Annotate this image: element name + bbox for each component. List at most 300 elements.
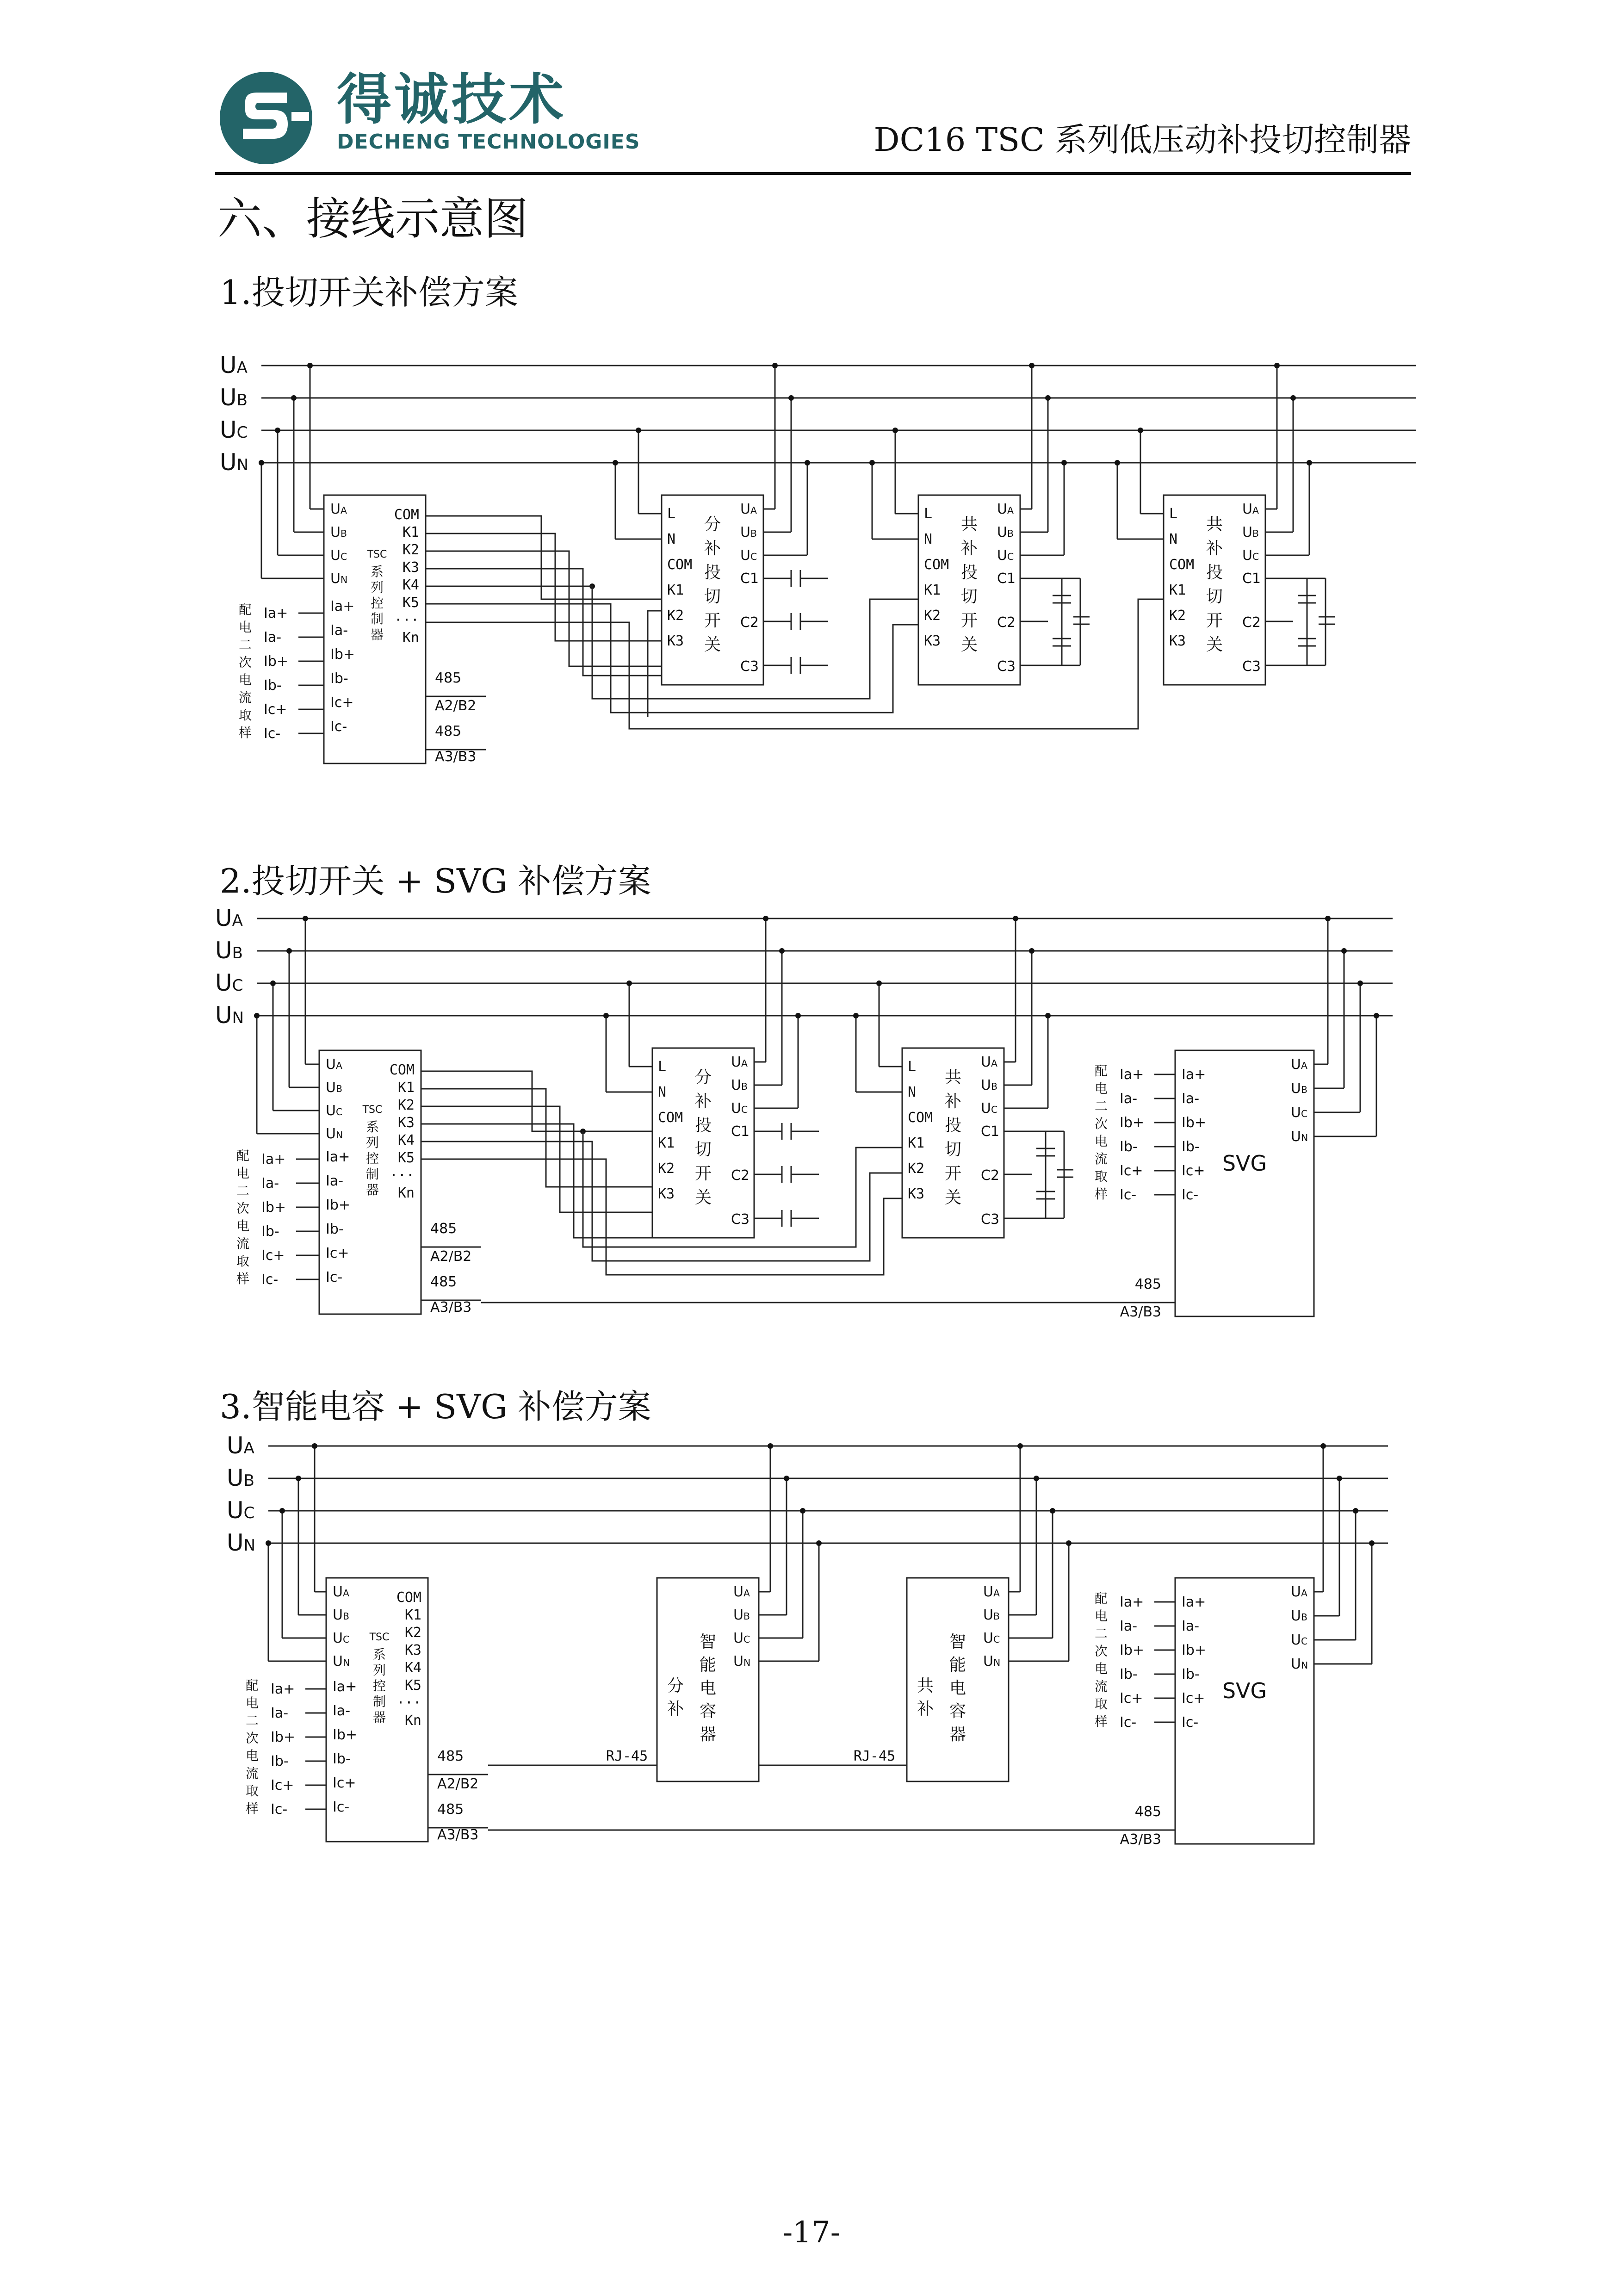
- ct-sample-5: Ic-: [1120, 1187, 1137, 1203]
- junction-dot: [853, 1013, 859, 1018]
- ct-sampling-vertical-label: 电: [236, 1166, 250, 1181]
- split-switch-label: 补: [694, 1092, 712, 1111]
- smart-cap-input-un: UN: [983, 1653, 1001, 1669]
- junction-dot: [869, 460, 875, 465]
- switch-term-l: L: [667, 506, 676, 522]
- controller-output-2: K2: [404, 1625, 421, 1641]
- junction-dot: [1341, 948, 1347, 954]
- svg-ct-input-0: Ia+: [1182, 1594, 1206, 1610]
- controller-output-3: K3: [397, 1115, 415, 1131]
- svg-ct-input-4: Ic+: [1182, 1163, 1205, 1179]
- smart-cap-name-label: 能: [699, 1656, 717, 1675]
- junction-dot: [312, 1443, 317, 1449]
- controller-input-ua: UA: [330, 501, 347, 517]
- switch-term-com: COM: [667, 557, 693, 573]
- switch-term-com: COM: [1169, 557, 1195, 573]
- split-switch-label: 补: [704, 539, 721, 558]
- controller-model-text: 制: [365, 1167, 379, 1182]
- switch-term-k1: K1: [658, 1135, 675, 1151]
- switch-term-l: L: [908, 1059, 917, 1075]
- svg-ct-input-5: Ic-: [1182, 1714, 1199, 1731]
- controller-output-5: K5: [402, 595, 419, 611]
- junction-dot: [763, 916, 768, 921]
- ct-sampling-vertical-label: 电: [1094, 1081, 1108, 1096]
- ct-sample-0: Ia+: [1120, 1594, 1144, 1610]
- ct-sample-1: Ia-: [1120, 1618, 1138, 1634]
- junction-dot: [1017, 1443, 1023, 1449]
- svg-ct-input-1: Ia-: [1182, 1091, 1200, 1107]
- junction-dot: [1290, 395, 1296, 401]
- junction-dot: [784, 1476, 789, 1481]
- controller-output-7: Kn: [402, 630, 419, 646]
- switch-input-uc: UC: [981, 1100, 998, 1117]
- switch-term-k2: K2: [667, 608, 684, 624]
- controller-input-un: UN: [326, 1126, 343, 1142]
- port-485-label: 485: [435, 670, 462, 686]
- port-485-label: 485: [435, 723, 462, 739]
- cap-term-c1: C1: [997, 571, 1016, 587]
- diagram-1-title: 1.投切开关补偿方案: [220, 273, 518, 312]
- cap-term-c1: C1: [731, 1123, 750, 1140]
- controller-input-un: UN: [333, 1653, 350, 1669]
- junction-dot: [805, 460, 810, 465]
- common-switch-label: 关: [1206, 635, 1223, 654]
- junction-dot: [1307, 460, 1312, 465]
- junction-dot: [1066, 1540, 1072, 1546]
- cap-term-c3: C3: [997, 658, 1016, 675]
- common-switch-label: 补: [960, 539, 978, 558]
- switch-term-k3: K3: [908, 1186, 925, 1202]
- junction-dot: [1374, 1013, 1379, 1018]
- controller-input-ub: UB: [333, 1607, 349, 1623]
- controller-output-1: K1: [404, 1607, 421, 1623]
- junction-dot: [1034, 1476, 1039, 1481]
- brand-name-cn: 得诚技术: [337, 68, 567, 131]
- split-switch-label: 关: [704, 635, 721, 654]
- svg-label: SVG: [1222, 1678, 1267, 1703]
- ct-sampling-vertical-label: 电: [236, 1218, 250, 1234]
- junction-dot: [636, 428, 641, 433]
- brand-name-en: DECHENG TECHNOLOGIES: [337, 130, 640, 154]
- cap-term-c1: C1: [1242, 571, 1261, 587]
- wire: [648, 611, 662, 717]
- svg-port-a3b3-label: A3/B3: [1120, 1831, 1161, 1848]
- controller-output-4: K4: [404, 1660, 421, 1676]
- controller-ct-input-5: Ic-: [330, 719, 347, 735]
- ct-sample-0: Ia+: [261, 1151, 286, 1167]
- smart-cap-name-label: 智: [699, 1632, 717, 1651]
- junction-dot: [1029, 363, 1035, 368]
- svg-input-uc: UC: [1291, 1632, 1308, 1648]
- switch-term-l: L: [1169, 506, 1178, 522]
- controller-model-text: 器: [370, 627, 384, 642]
- ct-sampling-vertical-label: 二: [1094, 1626, 1108, 1641]
- svg-ct-input-3: Ib-: [1182, 1666, 1200, 1682]
- cap-term-c2: C2: [1242, 614, 1261, 631]
- common-switch-label: 开: [960, 611, 978, 630]
- switch-term-n: N: [924, 531, 933, 547]
- controller-output-7: Kn: [404, 1713, 421, 1729]
- bus-label-b: UB: [215, 937, 243, 964]
- switch-input-ua: UA: [1242, 501, 1259, 517]
- svg-ct-input-2: Ib+: [1182, 1115, 1207, 1131]
- section-title: 六、接线示意图: [217, 193, 528, 245]
- junction-dot: [626, 980, 632, 986]
- common-switch-label: 切: [1206, 587, 1223, 606]
- switch-term-k3: K3: [658, 1186, 675, 1202]
- controller-output-4: K4: [402, 577, 419, 593]
- rj45-label-1: RJ-45: [606, 1748, 648, 1764]
- controller-tsc-label: TSC: [362, 1104, 383, 1116]
- ct-sampling-vertical-label: 二: [245, 1713, 259, 1728]
- junction-dot: [291, 395, 297, 401]
- cap-term-c2: C2: [740, 614, 759, 631]
- controller-ct-input-1: Ia-: [333, 1703, 351, 1719]
- controller-ct-input-3: Ib-: [333, 1751, 351, 1767]
- common-switch-label: 开: [1206, 611, 1223, 630]
- split-switch-label: 开: [704, 611, 721, 630]
- cap-term-c2: C2: [997, 614, 1016, 631]
- ct-sampling-vertical-label: 二: [1094, 1098, 1108, 1114]
- controller-model-text: 系: [370, 564, 384, 579]
- junction-dot: [892, 428, 898, 433]
- controller-output-6: ···: [396, 1695, 421, 1711]
- smart-cap-input-uc: UC: [733, 1630, 750, 1646]
- svg-ct-input-4: Ic+: [1182, 1690, 1205, 1706]
- switch-term-com: COM: [908, 1110, 933, 1126]
- switch-term-k3: K3: [924, 633, 941, 649]
- controller-input-ua: UA: [326, 1056, 342, 1073]
- junction-dot: [1045, 395, 1051, 401]
- ct-sampling-vertical-label: 取: [1094, 1169, 1108, 1184]
- svg-ct-input-1: Ia-: [1182, 1618, 1200, 1634]
- switch-term-com: COM: [924, 557, 949, 573]
- cap-term-c1: C1: [740, 571, 759, 587]
- switch-term-k2: K2: [908, 1160, 925, 1177]
- diagram-2-title: 2.投切开关 + SVG 补偿方案: [220, 862, 651, 900]
- common-switch-label: 投: [944, 1116, 962, 1135]
- junction-dot: [779, 948, 785, 954]
- junction-dot: [876, 980, 882, 986]
- smart-cap-name-label: 电: [949, 1679, 966, 1698]
- smart-cap-input-ub: UB: [983, 1607, 1000, 1623]
- switch-term-k2: K2: [658, 1160, 675, 1177]
- controller-output-3: K3: [402, 559, 419, 576]
- controller-output-1: K1: [402, 524, 419, 540]
- controller-model-text: 器: [365, 1182, 379, 1198]
- ct-sampling-vertical-label: 配: [1094, 1063, 1108, 1079]
- svg-ct-input-5: Ic-: [1182, 1187, 1199, 1203]
- controller-model-text: 列: [372, 1663, 386, 1678]
- controller-model-text: 控: [370, 596, 384, 611]
- ct-sample-3: Ib-: [264, 677, 282, 694]
- common-switch-label: 补: [944, 1092, 962, 1111]
- smart-cap-type-label: 分: [667, 1676, 684, 1695]
- common-switch-label: 共: [944, 1068, 962, 1087]
- junction-dot: [286, 948, 292, 954]
- controller-output-1: K1: [397, 1080, 415, 1096]
- switch-input-uc: UC: [1242, 547, 1259, 564]
- controller-ct-input-2: Ib+: [333, 1727, 358, 1743]
- junction-dot: [1325, 916, 1331, 921]
- ct-sampling-vertical-label: 取: [245, 1783, 259, 1799]
- ct-sample-5: Ic-: [261, 1272, 279, 1288]
- controller-input-uc: UC: [330, 547, 347, 564]
- junction-dot: [1138, 428, 1143, 433]
- switch-term-com: COM: [658, 1110, 683, 1126]
- document-title: DC16 TSC 系列低压动补投切控制器: [873, 121, 1411, 159]
- junction-dot: [259, 460, 264, 465]
- smart-cap-name-label: 智: [949, 1632, 966, 1651]
- bus-label-b: UB: [220, 384, 248, 411]
- controller-model-text: 制: [372, 1694, 386, 1709]
- smart-cap-name-label: 电: [699, 1679, 717, 1698]
- junction-dot: [1050, 1508, 1055, 1514]
- cap-term-c2: C2: [981, 1167, 1000, 1184]
- junction-dot: [772, 363, 778, 368]
- switch-term-k1: K1: [667, 582, 684, 598]
- controller-input-ub: UB: [330, 524, 347, 540]
- ct-sampling-vertical-label: 样: [1094, 1186, 1108, 1202]
- port-485-label: 485: [437, 1748, 464, 1764]
- page-number: -17-: [782, 2215, 841, 2250]
- controller-tsc-label: TSC: [367, 549, 387, 560]
- ct-sample-4: Ic+: [264, 701, 287, 718]
- common-switch-label: 切: [944, 1140, 962, 1159]
- smart-cap-name-label: 能: [949, 1656, 966, 1675]
- smart-cap-type-label: 补: [667, 1700, 684, 1719]
- svg-port-485-label: 485: [1134, 1276, 1161, 1292]
- junction-dot: [296, 1476, 301, 1481]
- switch-input-ub: UB: [981, 1077, 997, 1093]
- ct-sampling-vertical-label: 电: [238, 672, 252, 688]
- controller-ct-input-1: Ia-: [326, 1173, 344, 1189]
- svg-port-485-label: 485: [1134, 1804, 1161, 1820]
- junction-dot: [1029, 948, 1035, 954]
- ct-sample-1: Ia-: [261, 1175, 279, 1191]
- smart-cap-type-label: 补: [917, 1700, 934, 1719]
- controller-ct-input-3: Ib-: [330, 670, 348, 687]
- switch-term-l: L: [924, 506, 933, 522]
- controller-ct-input-2: Ib+: [326, 1197, 351, 1213]
- controller-model-text: 制: [370, 611, 384, 627]
- switch-term-k3: K3: [667, 633, 684, 649]
- wire: [421, 1089, 652, 1187]
- svg-port-a3b3-label: A3/B3: [1120, 1304, 1161, 1320]
- diagram-2-wiring: [0, 886, 1623, 1349]
- common-switch-label: 共: [1206, 515, 1223, 534]
- ct-sample-5: Ic-: [1120, 1714, 1137, 1731]
- junction-dot: [1337, 1476, 1342, 1481]
- controller-input-ub: UB: [326, 1080, 342, 1096]
- ct-sample-2: Ib+: [271, 1729, 296, 1745]
- controller-output-2: K2: [402, 542, 419, 558]
- controller-output-0: COM: [394, 507, 419, 523]
- ct-sampling-vertical-label: 次: [1094, 1116, 1108, 1131]
- switch-term-k3: K3: [1169, 633, 1186, 649]
- port-a3b3-label: A3/B3: [435, 749, 477, 765]
- bus-label-c: UC: [227, 1497, 255, 1524]
- cap-term-c3: C3: [981, 1211, 1000, 1228]
- svg-ct-input-3: Ib-: [1182, 1139, 1200, 1155]
- controller-output-3: K3: [404, 1642, 421, 1658]
- switch-input-ua: UA: [731, 1054, 748, 1070]
- controller-ct-input-0: Ia+: [330, 598, 355, 614]
- junction-dot: [279, 1508, 285, 1514]
- ct-sample-0: Ia+: [271, 1681, 295, 1697]
- controller-ct-input-0: Ia+: [326, 1149, 350, 1165]
- ct-sampling-vertical-label: 二: [236, 1183, 250, 1198]
- controller-ct-input-0: Ia+: [333, 1679, 357, 1695]
- junction-dot: [1013, 916, 1018, 921]
- split-switch-label: 切: [694, 1140, 712, 1159]
- ct-sampling-vertical-label: 流: [238, 690, 252, 705]
- controller-ct-input-5: Ic-: [326, 1269, 343, 1285]
- ct-sampling-vertical-label: 流: [1094, 1679, 1108, 1694]
- smart-cap-name-label: 容: [949, 1702, 966, 1721]
- split-switch-label: 投: [704, 563, 721, 582]
- smart-cap-name-label: 器: [949, 1725, 966, 1744]
- junction-dot: [1274, 363, 1280, 368]
- ct-sampling-vertical-label: 次: [245, 1731, 259, 1746]
- junction-dot: [613, 460, 618, 465]
- controller-model-text: 器: [372, 1710, 386, 1725]
- ct-sample-4: Ic+: [1120, 1690, 1143, 1706]
- rj45-label-2: RJ-45: [853, 1748, 896, 1764]
- bus-label-n: UN: [227, 1529, 256, 1556]
- switch-input-uc: UC: [997, 547, 1014, 564]
- common-switch-label: 关: [960, 635, 978, 654]
- cap-term-c2: C2: [731, 1167, 750, 1184]
- controller-ct-input-4: Ic+: [326, 1245, 349, 1261]
- junction-dot: [603, 1013, 609, 1018]
- switch-input-ub: UB: [731, 1077, 748, 1093]
- ct-sample-3: Ib-: [271, 1753, 289, 1769]
- switch-term-k1: K1: [1169, 582, 1186, 598]
- switch-term-n: N: [667, 531, 676, 547]
- ct-sample-4: Ic+: [1120, 1163, 1143, 1179]
- svg-label: SVG: [1222, 1151, 1267, 1176]
- bus-label-a: UA: [220, 352, 248, 379]
- svg-input-ua: UA: [1291, 1584, 1307, 1600]
- junction-dot: [1045, 1013, 1051, 1018]
- switch-term-n: N: [1169, 531, 1178, 547]
- switch-input-ua: UA: [997, 501, 1014, 517]
- ct-sample-5: Ic-: [271, 1801, 288, 1818]
- junction-dot: [795, 1013, 801, 1018]
- ct-sampling-vertical-label: 取: [1094, 1696, 1108, 1712]
- junction-dot: [266, 1540, 271, 1546]
- ct-sample-4: Ic+: [261, 1247, 285, 1264]
- switch-term-k1: K1: [924, 582, 941, 598]
- junction-dot: [1115, 460, 1120, 465]
- ct-sampling-vertical-label: 电: [245, 1695, 259, 1711]
- cap-term-c3: C3: [740, 658, 759, 675]
- controller-ct-input-5: Ic-: [333, 1799, 350, 1815]
- split-switch-label: 开: [694, 1164, 712, 1183]
- ct-sampling-vertical-label: 次: [236, 1201, 250, 1216]
- controller-input-uc: UC: [333, 1630, 350, 1646]
- switch-input-uc: UC: [731, 1100, 748, 1117]
- ct-sampling-vertical-label: 样: [1094, 1714, 1108, 1729]
- bus-label-a: UA: [227, 1432, 254, 1459]
- switch-term-k2: K2: [1169, 608, 1186, 624]
- header-rule: [215, 172, 1411, 175]
- ct-sample-3: Ib-: [261, 1223, 279, 1240]
- ct-sampling-vertical-label: 电: [1094, 1608, 1108, 1624]
- smart-cap-name-label: 容: [699, 1702, 717, 1721]
- bus-label-c: UC: [220, 416, 248, 443]
- split-switch-label: 关: [694, 1188, 712, 1207]
- common-switch-label: 共: [960, 515, 978, 534]
- ct-sampling-vertical-label: 样: [236, 1271, 250, 1286]
- controller-output-2: K2: [397, 1097, 415, 1113]
- split-switch-label: 分: [704, 515, 721, 534]
- ct-sample-2: Ib+: [1120, 1642, 1145, 1658]
- controller-output-7: Kn: [397, 1185, 415, 1201]
- smart-cap-type-label: 共: [917, 1676, 934, 1695]
- ct-sample-0: Ia+: [1120, 1067, 1144, 1083]
- smart-cap-name-label: 器: [699, 1725, 717, 1744]
- ct-sample-3: Ib-: [1120, 1666, 1138, 1682]
- svg-ct-input-2: Ib+: [1182, 1642, 1207, 1658]
- svg-input-uc: UC: [1291, 1105, 1308, 1121]
- controller-ct-input-1: Ia-: [330, 622, 348, 639]
- ct-sample-2: Ib+: [1120, 1115, 1145, 1131]
- wire: [426, 599, 1164, 729]
- switch-input-ua: UA: [740, 501, 757, 517]
- controller-model-text: 系: [365, 1119, 379, 1135]
- ct-sampling-vertical-label: 次: [238, 655, 252, 670]
- ct-sample-4: Ic+: [271, 1777, 294, 1793]
- diagram-3-wiring: [0, 1414, 1623, 1876]
- wire: [426, 534, 662, 641]
- smart-cap-input-ua: UA: [733, 1584, 750, 1600]
- ct-sample-5: Ic-: [264, 726, 281, 742]
- junction-dot: [275, 428, 280, 433]
- ct-sampling-vertical-label: 流: [245, 1766, 259, 1781]
- cap-term-c3: C3: [731, 1211, 750, 1228]
- split-switch-label: 投: [694, 1116, 712, 1135]
- port-a2b2-label: A2/B2: [430, 1248, 472, 1265]
- split-switch-label: 分: [694, 1068, 712, 1087]
- junction-dot: [1353, 1508, 1358, 1514]
- ct-sample-2: Ib+: [261, 1199, 286, 1216]
- cap-term-c3: C3: [1242, 658, 1261, 675]
- switch-input-ua: UA: [981, 1054, 997, 1070]
- ct-sampling-vertical-label: 配: [238, 602, 252, 617]
- decheng-logo-icon: [217, 69, 315, 167]
- ct-sample-2: Ib+: [264, 653, 289, 670]
- ct-sampling-vertical-label: 电: [238, 620, 252, 635]
- controller-model-text: 控: [372, 1678, 386, 1694]
- diagram-3-title: 3.智能电容 + SVG 补偿方案: [220, 1387, 651, 1426]
- controller-input-ua: UA: [333, 1584, 349, 1600]
- ct-sample-0: Ia+: [264, 605, 288, 621]
- junction-dot: [307, 363, 313, 368]
- controller-output-0: COM: [396, 1589, 421, 1606]
- port-a2b2-label: A2/B2: [435, 698, 477, 714]
- controller-model-text: 系: [372, 1647, 386, 1662]
- controller-model-text: 列: [370, 580, 384, 595]
- switch-input-ub: UB: [1242, 524, 1259, 540]
- common-switch-label: 开: [944, 1164, 962, 1183]
- controller-output-0: COM: [389, 1062, 415, 1078]
- svg-input-ua: UA: [1291, 1056, 1307, 1073]
- controller-tsc-label: TSC: [369, 1632, 390, 1643]
- ct-sampling-vertical-label: 取: [238, 707, 252, 723]
- svg-input-un: UN: [1291, 1656, 1308, 1672]
